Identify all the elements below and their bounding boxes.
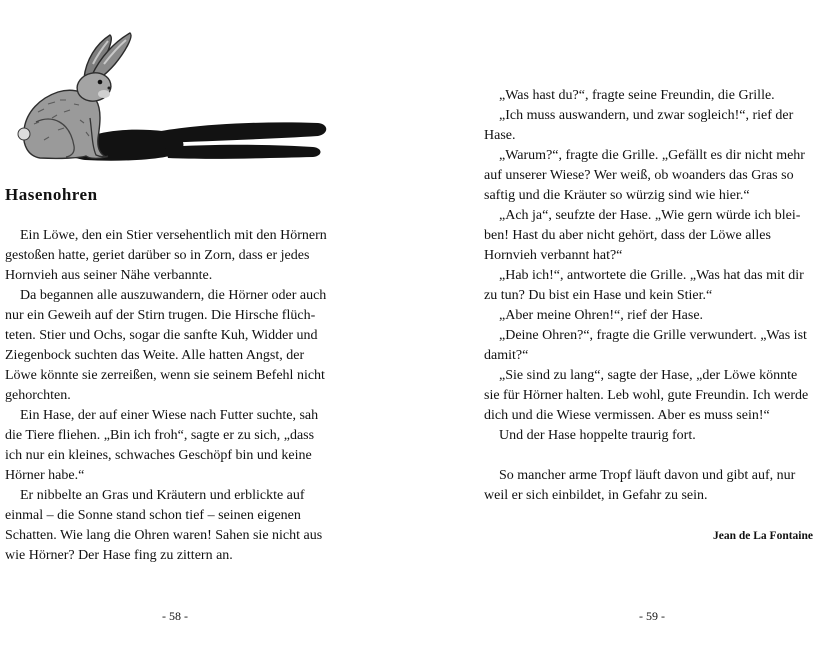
paragraph (484, 306, 813, 326)
text-line: Da begannen alle auszuwandern, die Hörner oder auch (20, 288, 327, 303)
text-line: gehorchten. (5, 388, 71, 403)
text-line: „Aber meine Ohren!“, rief der Hase. (499, 308, 704, 323)
paragraph (5, 286, 385, 406)
text-line: Ein Hase, der auf einer Wiese nach Futter suchte, sah (20, 408, 319, 423)
paragraph (5, 486, 385, 566)
text-line: Hornvieh aus seiner Nähe verbannte. (5, 268, 213, 283)
text-line: „Was hast du?“, fragte seine Freundin, die Grille. (499, 88, 775, 103)
moral-paragraph (484, 466, 813, 506)
paragraph (484, 266, 813, 306)
text-line: teten. Stier und Ochs, sogar die sanfte Kuh, Widder und (5, 328, 318, 343)
text-line: saftig und die Kräuter so würzig sind wie hier.“ (484, 188, 750, 203)
text-line: dich und die Wiese vermissen. Aber es muss sein!“ (484, 408, 770, 423)
paragraph (484, 206, 813, 266)
story-title: Hasenohren (5, 185, 98, 204)
text-line: So mancher arme Tropf läuft davon und gibt auf, nur (499, 468, 796, 483)
text-line: „Ich muss auswandern, und zwar sogleich!“, rief der (499, 108, 794, 123)
text-line: Und der Hase hoppelte traurig fort. (499, 428, 696, 443)
text-line: „Ach ja“, seufzte der Hase. „Wie gern würde ich blei- (499, 208, 801, 223)
text-line: „Sie sind zu lang“, sagte der Hase, „der Löwe könnte (499, 368, 798, 383)
text-line: gestoßen hatte, geriet darüber so in Zorn, dass er jedes (5, 248, 310, 263)
text-line: Hörner habe.“ (5, 468, 85, 483)
text-line: einmal – die Sonne stand schon tief – seinen eigenen (5, 508, 301, 523)
paragraph (5, 226, 385, 286)
blank-line (484, 446, 813, 466)
paragraph (484, 106, 813, 146)
text-line: ben! Hast du aber nicht gehört, dass der Löwe alles (484, 228, 771, 243)
text-line: die Tiere fliehen. „Bin ich froh“, sagte er zu sich, „dass (5, 428, 315, 443)
text-line: weil er sich einbildet, in Gefahr zu sein. (484, 488, 708, 503)
blank-line (484, 506, 813, 526)
text-line: Hase. (484, 128, 516, 143)
story-text-right (484, 86, 813, 546)
text-line: damit?“ (484, 348, 529, 363)
page-number: - 59 - (639, 609, 665, 623)
left-page (0, 0, 400, 653)
text-line: wie Hörner? Der Hase fing zu zittern an. (5, 548, 233, 563)
text-line: „Hab ich!“, antwortete die Grille. „Was hat das mit dir (499, 268, 804, 283)
paragraph (484, 86, 813, 106)
right-page (400, 0, 817, 653)
paragraph (5, 406, 385, 486)
text-line: ich nur ein kleines, schwaches Geschöpf bin und keine (5, 448, 312, 463)
text-line: sie für Hörner halten. Leb wohl, gute Freundin. Ich werde (484, 388, 809, 403)
text-line: Er nibbelte an Gras und Kräutern und erblickte auf (20, 488, 305, 503)
text-line: Schatten. Wie lang die Ohren waren! Sahen sie nicht aus (5, 528, 323, 543)
text-line: Löwe könnte sie zerreißen, wenn sie seinem Befehl nicht (5, 368, 325, 383)
text-line: zu tun? Du bist ein Hase und kein Stier.“ (484, 288, 713, 303)
author-name: Jean de La Fontaine (713, 530, 813, 542)
text-line: Hornvieh verbannt hat?“ (484, 248, 623, 263)
text-line: Ziegenbock suchten das Weite. Alle hatten Angst, der (5, 348, 305, 363)
text-line: nur ein Geweih auf der Stirn trugen. Die Hirsche flüch- (5, 308, 316, 323)
paragraph (484, 326, 813, 366)
text-line: „Deine Ohren?“, fragte die Grille verwundert. „Was ist (499, 328, 807, 343)
hare-shadow (69, 122, 326, 160)
text-line: „Warum?“, fragte die Grille. „Gefällt es dir nicht mehr (499, 148, 805, 163)
paragraph (484, 366, 813, 426)
text-line: auf unserer Wiese? Wer weiß, ob woanders das Gras so (484, 168, 794, 183)
paragraph (484, 426, 813, 446)
paragraph (484, 146, 813, 206)
page-number: - 58 - (162, 609, 188, 623)
text-line: Ein Löwe, den ein Stier versehentlich mit den Hörnern (20, 228, 327, 243)
hare-illustration (0, 0, 340, 170)
story-text-left (5, 226, 385, 566)
